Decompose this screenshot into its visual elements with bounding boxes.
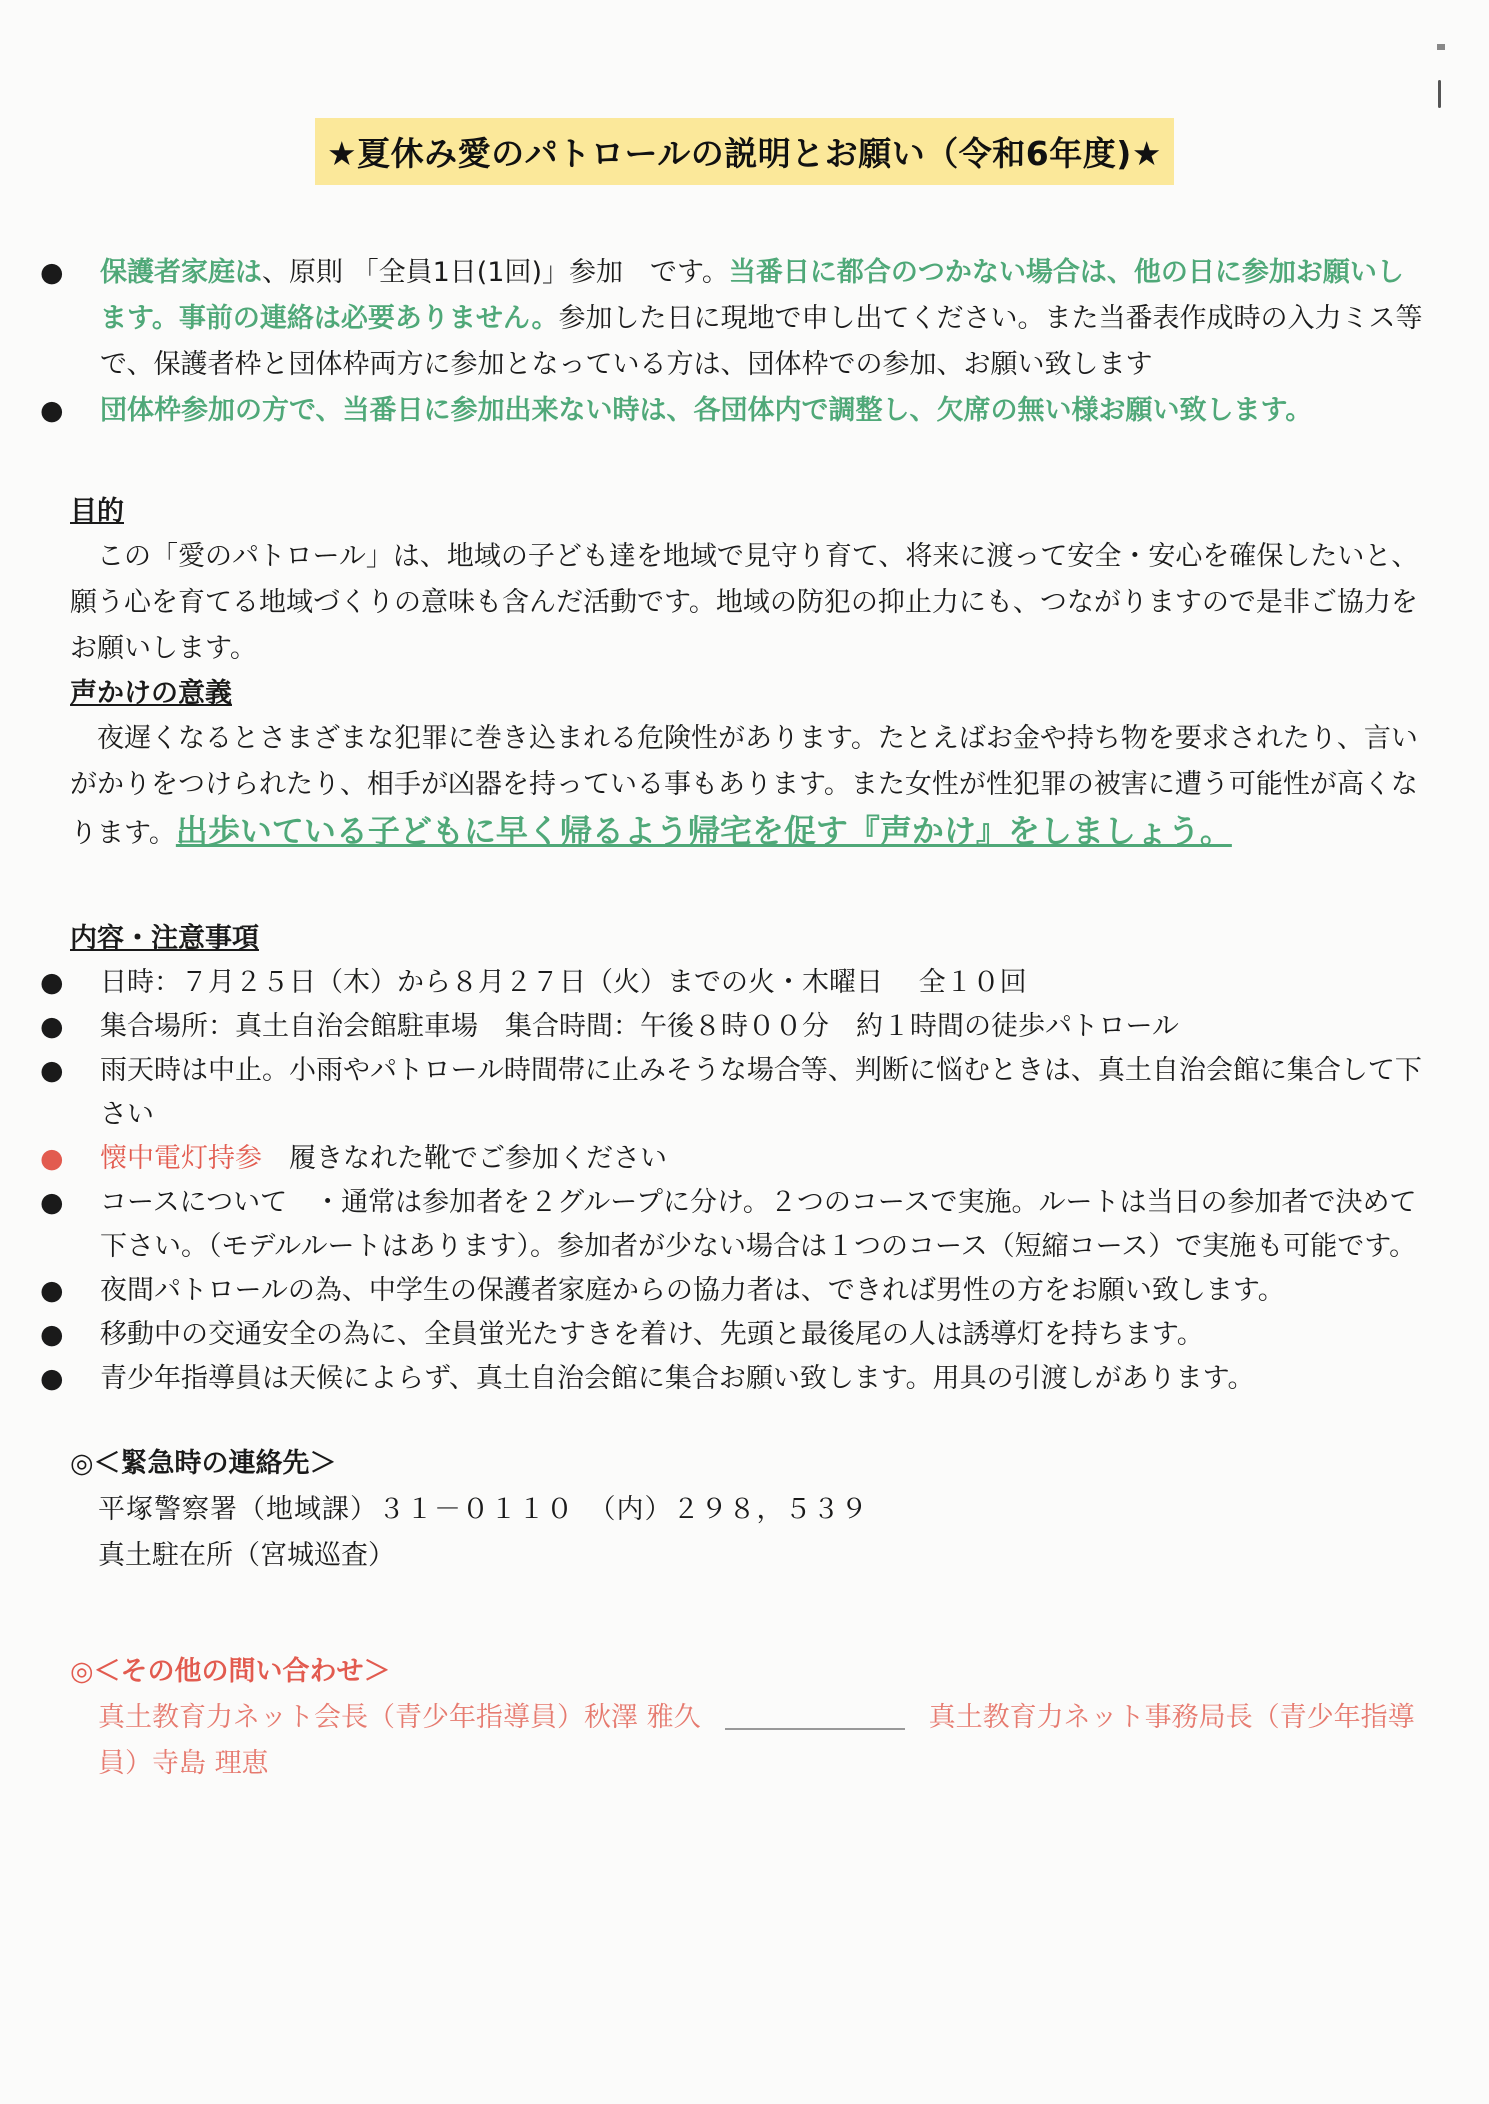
bullet: ● <box>40 1055 64 1086</box>
flashlight-label: 懐中電灯持参 <box>100 1143 262 1174</box>
contact-person-2: 真土教育力ネット事務局長（青少年指導員）寺島 理恵 <box>98 1702 1415 1779</box>
detail-item-text: 日時：７月２５日（木）から８月２７日（火）までの火・木曜日 全１０回 <box>100 967 1027 998</box>
intro-paragraph-2 <box>40 388 1425 434</box>
emergency-line-1: 平塚警察署（地域課）３１－０１１０ （内）２９８，５３９ <box>98 1494 869 1525</box>
detail-item <box>40 1313 1425 1357</box>
detail-item-text: 集合場所：真土自治会館駐車場 集合時間：午後８時００分 約１時間の徒歩パトロール <box>100 1011 1179 1042</box>
other-persons <box>70 1695 1425 1787</box>
detail-item-text: 青少年指導員は天候によらず、真土自治会館に集合お願い致します。用具の引渡しがあります。 <box>100 1363 1255 1394</box>
bullet: ● <box>40 1187 64 1218</box>
detail-item-text: 移動中の交通安全の為に、全員蛍光たすきを着け、先頭と最後尾の人は誘導灯を持ちます。 <box>100 1319 1204 1350</box>
intro-green-group: 団体枠参加の方で、当番日に参加出来ない時は、各団体内で調整し、欠席の無い様お願い致します。 <box>100 395 1313 426</box>
intro-green-b: 当番日に都合のつかない場合は、他の日に参加お願いします。事前の連絡は必要ありません。 <box>100 257 1404 334</box>
other-heading: ◎＜その他の問い合わせ＞ <box>70 1656 391 1687</box>
detail-item-text: コースについて ・通常は参加者を２グループに分け。２つのコースで実施。ルートは当日の参加者で決めて下さい。（モデルルートはあります）。参加者が少ない場合は１つのコース（短縮コース）で実施も可能です。 <box>100 1187 1417 1262</box>
bullet: ● <box>40 967 64 998</box>
bullet-red: ● <box>40 1143 64 1174</box>
intro-paragraph-1 <box>40 250 1425 388</box>
bullet: ● <box>40 257 64 288</box>
other-contact-section <box>70 1649 1425 1787</box>
purpose-heading: 目的 <box>70 496 124 527</box>
detail-item <box>40 961 1425 1005</box>
blank-line <box>725 1708 905 1730</box>
bullet: ● <box>40 1363 64 1394</box>
purpose-section <box>70 490 1425 672</box>
bullet: ● <box>40 1319 64 1350</box>
page-title: ★夏休み愛のパトロールの説明とお願い（令和6年度)★ <box>315 118 1174 185</box>
flashlight-text: 履きなれた靴でご参加ください <box>262 1143 667 1174</box>
detail-item <box>40 1005 1425 1049</box>
emergency-section <box>70 1441 1425 1579</box>
main-content <box>40 250 1425 1787</box>
detail-item <box>40 1049 1425 1137</box>
emergency-heading: ◎＜緊急時の連絡先＞ <box>70 1448 337 1479</box>
detail-item-flashlight <box>40 1137 1425 1181</box>
detail-item-text: 夜間パトロールの為、中学生の保護者家庭からの協力者は、できれば男性の方をお願い致します。 <box>100 1275 1285 1306</box>
contact-person-1: 真土教育力ネット会長（青少年指導員）秋澤 雅久 <box>98 1702 701 1733</box>
intro-green-a: 保護者家庭は <box>100 257 262 288</box>
koekake-text <box>70 716 1425 857</box>
koekake-section <box>70 672 1425 857</box>
koekake-body: 夜遅くなるとさまざまな犯罪に巻き込まれる危険性があります。たとえばお金や持ち物を要求されたり、言いがかりをつけられたり、相手が凶器を持っている事もあります。また女性が性犯罪の被害に遭う可能性が高くなります。 <box>70 723 1418 849</box>
scan-mark <box>1438 80 1441 108</box>
detail-item <box>40 1181 1425 1269</box>
bullet: ● <box>40 1275 64 1306</box>
details-heading: 内容・注意事項 <box>70 923 259 954</box>
details-section <box>40 917 1425 1401</box>
purpose-text: この「愛のパトロール」は、地域の子ども達を地域で見守り育て、将来に渡って安全・安心を確保したいと、願う心を育てる地域づくりの意味も含んだ活動です。地域の防犯の抑止力にも、つながりますので是非ご協力をお願いします。 <box>70 541 1419 664</box>
emergency-line-2: 真土駐在所（宮城巡査） <box>98 1540 395 1571</box>
koekake-heading: 声かけの意義 <box>70 678 232 709</box>
detail-item <box>40 1269 1425 1313</box>
detail-item <box>40 1357 1425 1401</box>
intro-text-a: 、原則 「全員1日(1回)」参加 です。 <box>262 257 729 288</box>
title-area <box>0 118 1489 185</box>
intro-text-b: 参加した日に現地で申し出てください。また当番表作成時の入力ミス等で、保護者枠と団体枠両方に参加となっている方は、団体枠での参加、お願い致します <box>100 303 1423 380</box>
koekake-emphasis: 出歩いている子どもに早く帰るよう帰宅を促す『声かけ』をしましょう。 <box>175 812 1232 850</box>
bullet: ● <box>40 1011 64 1042</box>
scan-mark <box>1437 44 1445 50</box>
bullet: ● <box>40 395 64 426</box>
detail-item-text: 雨天時は中止。小雨やパトロール時間帯に止みそうな場合等、判断に悩むときは、真土自治会館に集合して下さい <box>100 1055 1422 1130</box>
